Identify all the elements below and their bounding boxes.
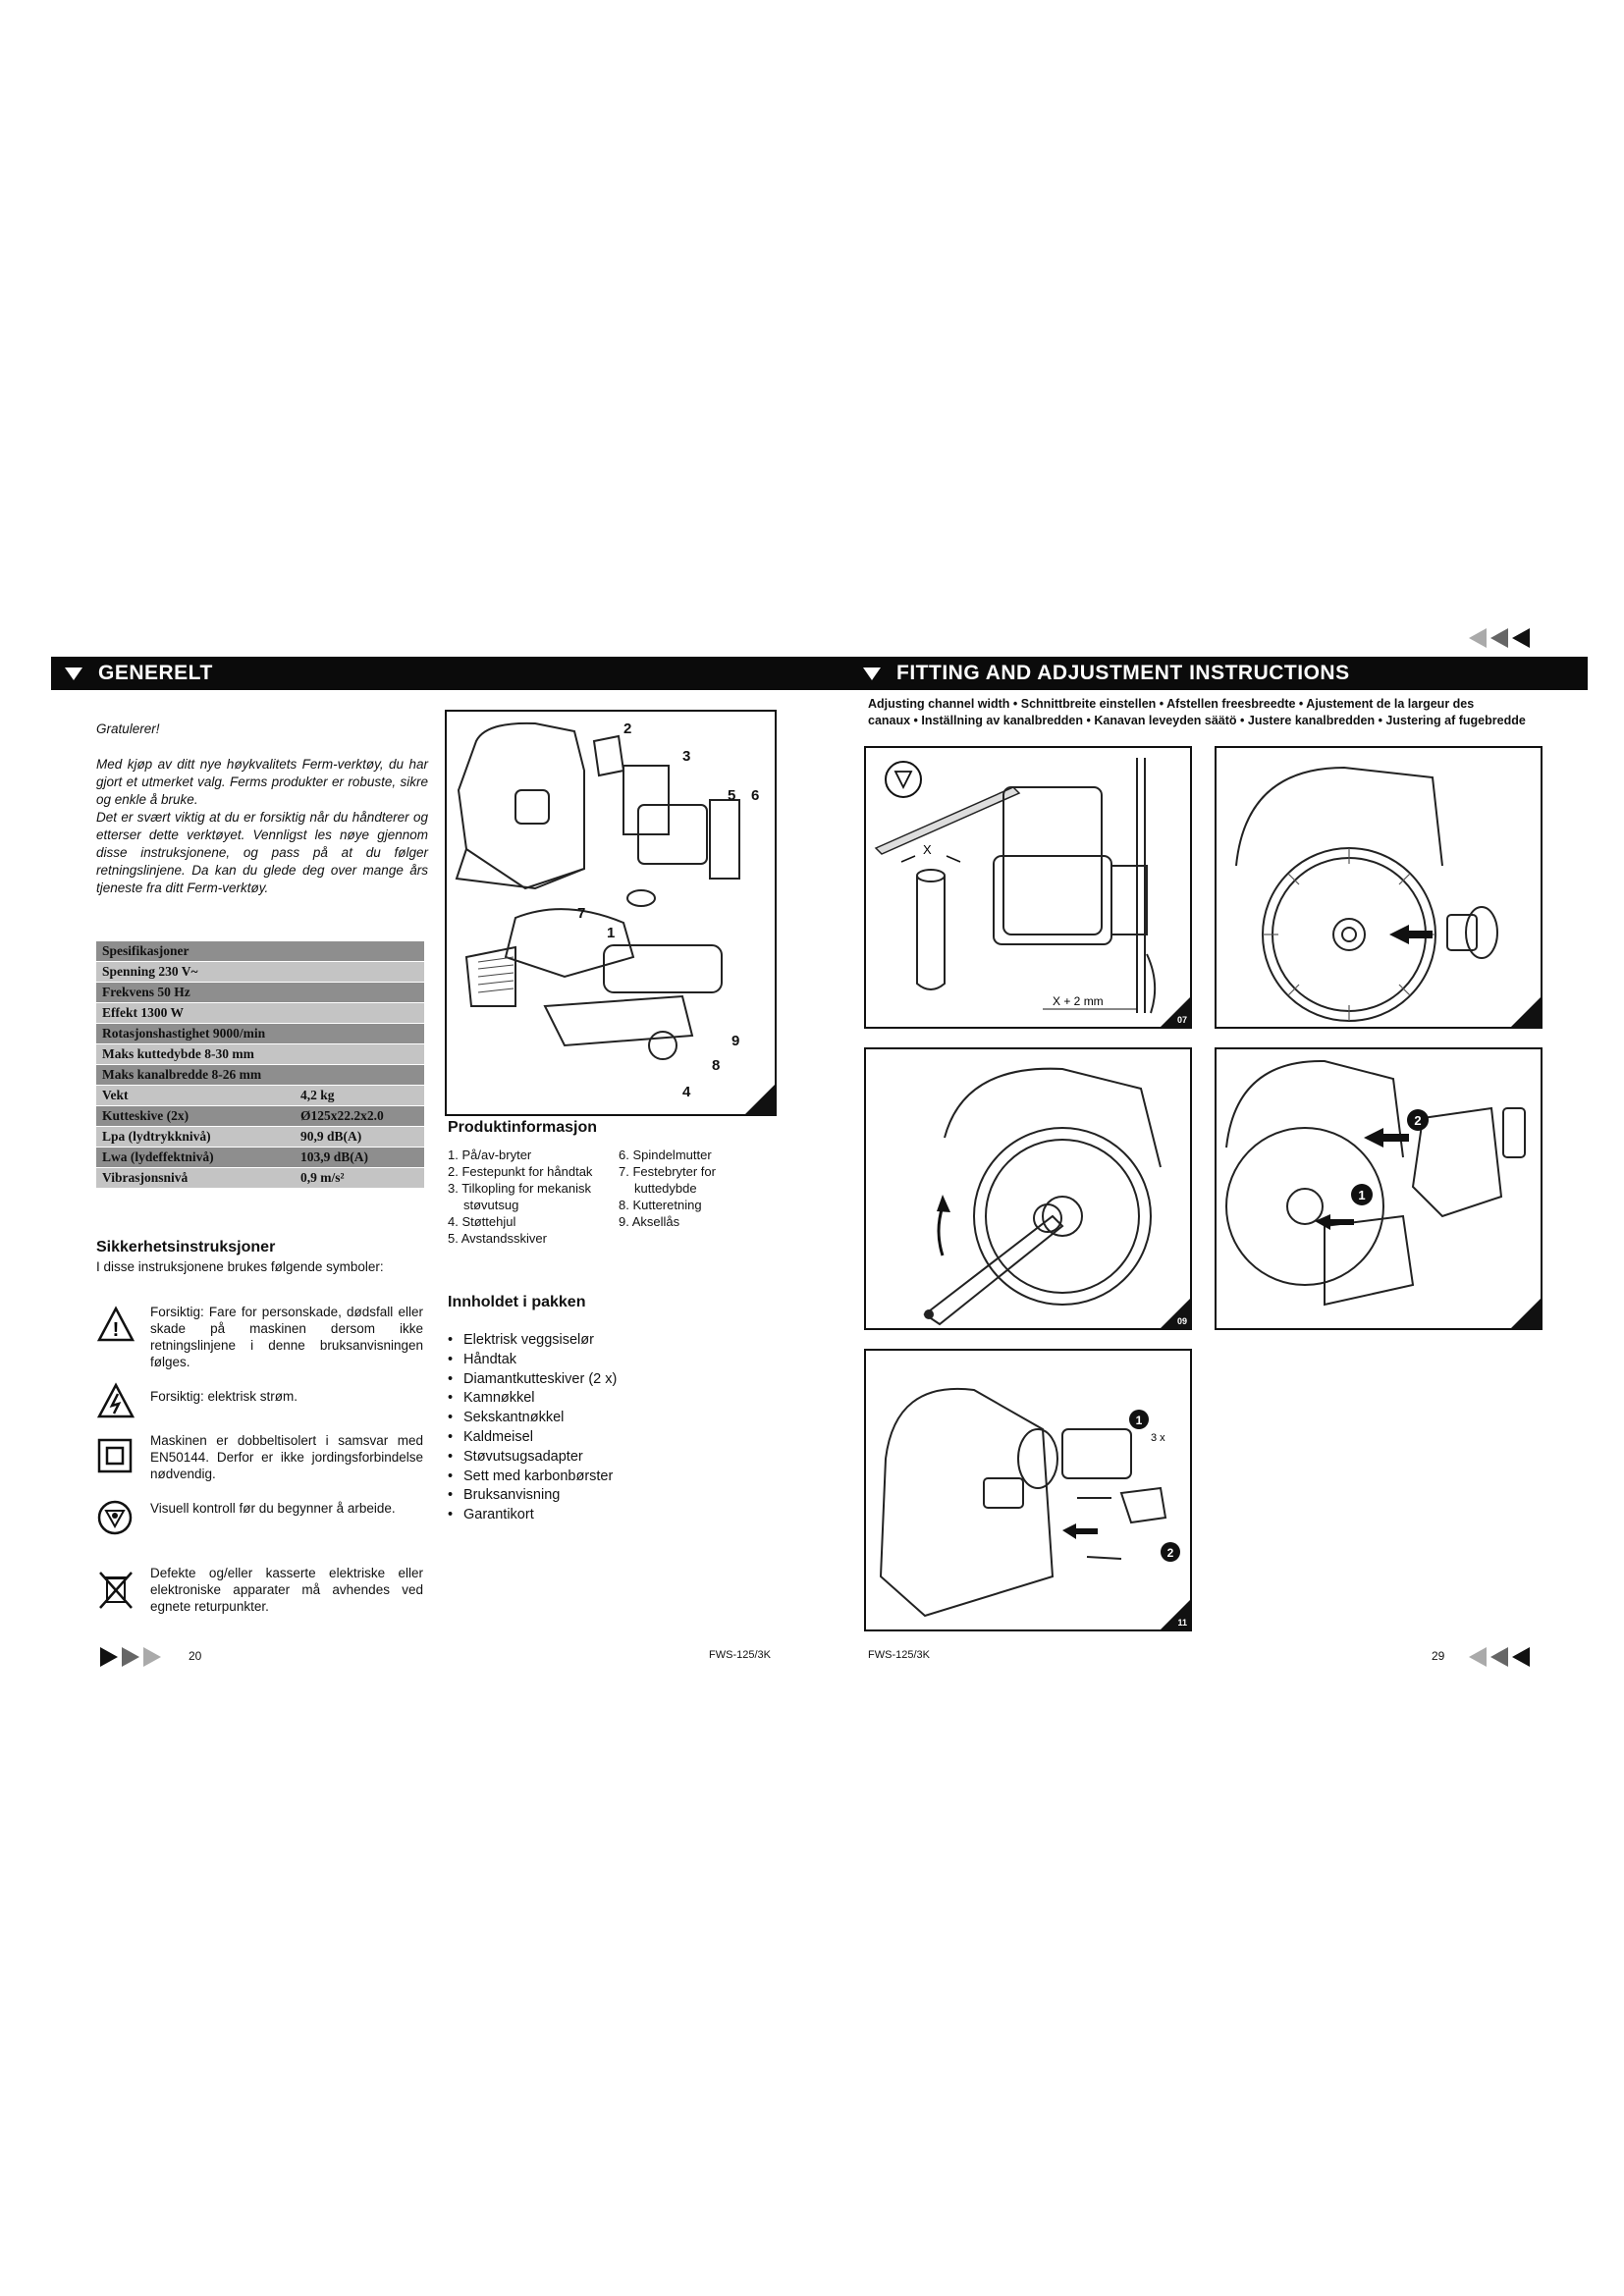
fitting-subheading: [868, 696, 1555, 729]
figure-callout: 8: [712, 1057, 721, 1074]
package-item: • Sett med karbonbørster: [448, 1468, 683, 1487]
subhead-line-1: Adjusting channel width • Schnittbreite einstellen • Afstellen freesbreedte • Ajustement de la largeur des: [868, 697, 1475, 711]
figure-corner-mark: [1511, 997, 1541, 1027]
package-title: Innholdet i pakken: [448, 1294, 586, 1310]
product-overview-figure: [445, 710, 777, 1116]
header-triangle-icon: [863, 667, 881, 680]
intro-paragraph-1: Med kjøp av ditt nye høykvalitets Ferm-verktøy, du har gjort et utmerket valg. Ferms produkter er robuste, sikre og enkle å bruke.: [96, 757, 428, 807]
fitting-title: FITTING AND ADJUSTMENT INSTRUCTIONS: [896, 662, 1350, 684]
step-1-badge: 1: [1358, 1188, 1366, 1202]
fig07-number: 07: [1176, 1015, 1187, 1025]
product-info-item: 1. På/av-bryter: [448, 1148, 532, 1162]
spec-value: Ø125x22.2x2.0: [295, 1106, 424, 1127]
spec-row: Spenning 230 V~: [96, 962, 424, 983]
fig07-x-label: X: [923, 842, 932, 857]
figure-corner-mark: [745, 1085, 775, 1114]
figure-09-spanner: [864, 1047, 1192, 1330]
product-info-item: 8. Kutteretning: [619, 1198, 702, 1212]
generelt-title: GENERELT: [98, 662, 213, 684]
product-info-item: 4. Støttehjul: [448, 1214, 516, 1229]
product-info-item: støvutsug: [463, 1198, 519, 1212]
package-item: • Elektrisk veggsiselør: [448, 1331, 683, 1351]
fig07-formula: X + 2 mm: [1053, 994, 1104, 1008]
symbol-text: Defekte og/eller kasserte elektriske eller elektroniske apparater må avhendes ved egnete returpunkter.: [150, 1566, 423, 1614]
product-info-item: 3. Tilkopling for mekanisk: [448, 1181, 591, 1196]
nav-back-arrows-icon: [1467, 1645, 1536, 1669]
product-info-item: 5. Avstandsskiver: [448, 1231, 547, 1246]
figure-08-blade-mount: [1215, 746, 1543, 1029]
visual-check-icon: [96, 1499, 143, 1538]
greeting: Gratulerer!: [96, 721, 160, 736]
spec-label: Vekt: [96, 1086, 295, 1106]
safety-title: Sikkerhetsinstruksjoner: [96, 1239, 276, 1255]
package-item: • Sekskantnøkkel: [448, 1409, 683, 1428]
package-item: • Bruksanvisning: [448, 1486, 683, 1506]
symbol-text: Maskinen er dobbeltisolert i samsvar med EN50144. Derfor er ikke jordingsforbindelse nødvendig.: [150, 1433, 423, 1481]
spec-row: Frekvens 50 Hz: [96, 983, 424, 1003]
right-model-label: FWS-125/3K: [868, 1649, 930, 1661]
subhead-line-2: canaux • Inställning av kanalbredden • Kanavan leveyden säätö • Justere kanalbredden • Justering af fugebredde: [868, 714, 1526, 727]
spec-title: Spesifikasjoner: [96, 941, 424, 962]
figure-corner-mark: [1511, 1299, 1541, 1328]
figure-callout: 2: [623, 721, 632, 737]
nav-forward-arrows-icon: [96, 1645, 165, 1669]
product-info-title: Produktinformasjon: [448, 1119, 598, 1136]
intro-text: [96, 721, 428, 897]
figure-callout: 5: [728, 787, 736, 804]
figure-callout: 7: [577, 905, 586, 922]
product-info-col1: [448, 1147, 615, 1247]
step-1-badge: 1: [1135, 1414, 1143, 1427]
generelt-header: [51, 657, 849, 690]
figure-callout: 3: [682, 748, 691, 765]
spec-label: Lwa (lydeffektnivå): [96, 1148, 295, 1168]
product-info-item: 6. Spindelmutter: [619, 1148, 712, 1162]
package-item: • Garantikort: [448, 1506, 683, 1525]
figure-callout: 1: [607, 925, 616, 941]
fig09-number: 09: [1176, 1316, 1187, 1326]
package-item: • Diamantkutteskiver (2 x): [448, 1370, 683, 1390]
left-model-label: FWS-125/3K: [709, 1649, 771, 1661]
intro-paragraph-2: Det er svært viktig at du er forsiktig når du håndterer og etterser dette verktøyet. Vennligst les nøye gjennom disse instruksjonene, og pass på at du følger retningslinjene. Da kan du glede deg over mange års tjeneste fra ditt Ferm-verktøy.: [96, 810, 428, 895]
figure-11-handle: [864, 1349, 1192, 1631]
left-page-number: 20: [189, 1649, 202, 1663]
spec-label: Vibrasjonsnivå: [96, 1168, 295, 1189]
svg-text:!: !: [112, 1319, 120, 1341]
spec-value: 103,9 dB(A): [295, 1148, 424, 1168]
spec-label: Lpa (lydtrykknivå): [96, 1127, 295, 1148]
package-item: • Kamnøkkel: [448, 1389, 683, 1409]
fig11-number: 11: [1177, 1618, 1187, 1628]
right-page-number: 29: [1432, 1649, 1445, 1663]
figure-callout: 6: [751, 787, 760, 804]
step-2-badge: 2: [1166, 1546, 1174, 1560]
product-info-item: kuttedybde: [634, 1181, 697, 1196]
spec-row: Maks kuttedybde 8-30 mm: [96, 1044, 424, 1065]
product-info-item: 9. Aksellås: [619, 1214, 680, 1229]
fitting-header: [849, 657, 1588, 690]
fig11-qty: 3 x: [1151, 1432, 1165, 1444]
figure-callout: 9: [731, 1033, 740, 1049]
symbol-text: Visuell kontroll før du begynner å arbeide.: [150, 1501, 396, 1516]
double-insulation-icon: [96, 1437, 143, 1476]
weee-bin-icon: [96, 1569, 143, 1612]
spec-label: Kutteskive (2x): [96, 1106, 295, 1127]
symbol-text: Forsiktig: Fare for personskade, dødsfall eller skade på maskinen dersom ikke retningslinjene i denne bruksanvisningen følges.: [150, 1305, 423, 1369]
step-2-badge: 2: [1414, 1113, 1422, 1128]
figure-callout: 4: [682, 1084, 691, 1100]
spec-table: [96, 940, 424, 1188]
figure-07-channel-width: [864, 746, 1192, 1029]
spec-value: 0,9 m/s²: [295, 1168, 424, 1189]
product-info-item: 7. Festebryter for: [619, 1164, 716, 1179]
package-item: • Håndtak: [448, 1351, 683, 1370]
package-list: [448, 1331, 683, 1525]
nav-back-arrows-icon: [1467, 626, 1536, 650]
package-item: • Kaldmeisel: [448, 1428, 683, 1448]
spec-value: 4,2 kg: [295, 1086, 424, 1106]
safety-subtitle: I disse instruksjonene brukes følgende symboler:: [96, 1259, 384, 1274]
product-info-col2: [619, 1147, 785, 1230]
warning-triangle-icon: [96, 1306, 143, 1345]
spec-row: Maks kanalbredde 8-26 mm: [96, 1065, 424, 1086]
package-item: • Støvutsugsadapter: [448, 1448, 683, 1468]
spec-row: Effekt 1300 W: [96, 1003, 424, 1024]
spec-row: Rotasjonshastighet 9000/min: [96, 1024, 424, 1044]
symbol-text: Forsiktig: elektrisk strøm.: [150, 1389, 298, 1404]
header-triangle-icon: [65, 667, 82, 680]
figure-10-guard: [1215, 1047, 1543, 1330]
product-info-item: 2. Festepunkt for håndtak: [448, 1164, 593, 1179]
electric-hazard-icon: [96, 1382, 143, 1421]
spec-value: 90,9 dB(A): [295, 1127, 424, 1148]
